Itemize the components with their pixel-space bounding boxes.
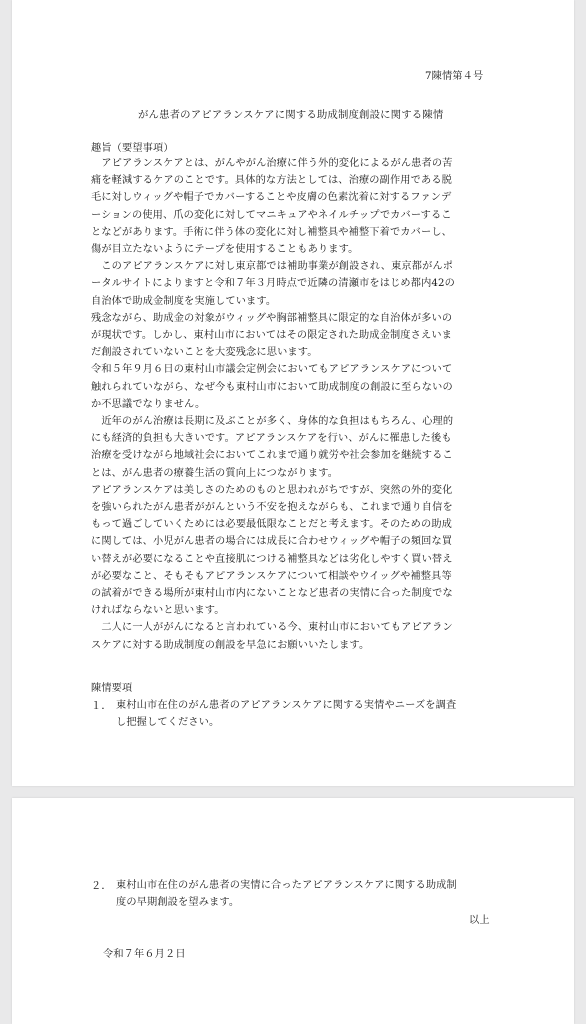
body-line: もって過ごしていくためには必要最低限なことだと考えます。そのための助成 (91, 519, 452, 531)
body-line: 令和５年９月６日の東村山市議会定例会においてもアピアランスケアについて (91, 364, 453, 376)
body-line: が必要なこと、そもそもアピアランスケアについて相談やウイッグや補整具等 (91, 570, 452, 582)
body-line: 自治体で助成金制度を実施しています。 (91, 295, 277, 307)
body-line: い替えが必要になることや直接肌につける補整具などは劣化しやすく買い替え (91, 553, 453, 565)
body-line: ータルサイトによりますと令和７年３月時点で近隣の清瀬市をはじめ都内42の (91, 278, 456, 290)
body-line: に関しては、小児がん患者の場合には成長に合わせウィッグや帽子の頻回な買 (91, 536, 453, 548)
item-1-number: １． (91, 701, 112, 712)
body-line: 近年のがん治療は長期に及ぶことが多く、身体的な負担はもちろん、心理的 (91, 416, 454, 428)
body-line: にも経済的負担も大きいです。アピアランスケアを行い、がんに罹患した後も (91, 433, 452, 445)
body-line: 痛を軽減するケアのことです。具体的な方法としては、治療の副作用である脱 (91, 175, 452, 187)
body-line: とは、がん患者の療養生活の質向上につながります。 (91, 467, 339, 479)
request-heading: 陳情要項 (91, 683, 133, 694)
item-1-line: 東村山市在住のがん患者のアピアランスケアに関する実情やニーズを調査 (116, 700, 457, 711)
date-text: 令和７年６月２日 (103, 949, 186, 960)
petition-number: 7陳情第４号 (425, 71, 484, 82)
item-1-text (116, 697, 516, 731)
body-line: ければならないと思います。 (91, 605, 225, 617)
body-line: このアピアランスケアに対し東京都では補助事業が創設され、東京都がんポ (91, 261, 454, 273)
document-title: がん患者のアピアランスケアに関する助成制度創設に関する陳情 (138, 109, 444, 121)
item-2-line: 度の早期創設を望みます。 (116, 897, 240, 909)
body-line: 傷が目立たないようにテープを使用することもあります。 (91, 244, 359, 256)
body-line: ーションの使用、爪の変化に対してマニキュアやネイルチップでカバーするこ (91, 209, 452, 221)
document-page-1 (12, 0, 574, 786)
item-2-text (116, 877, 516, 911)
item-1-line: し把握してください。 (116, 717, 220, 729)
body-text (91, 155, 511, 654)
body-line: 毛に対しウィッグや帽子でカバーすることや皮膚の色素沈着に対するファンデ (91, 192, 452, 204)
document-page-2 (12, 798, 574, 1024)
item-2-line: 東村山市在住のがん患者の実情に合ったアピアランスケアに関する助成制 (116, 880, 457, 891)
body-line: か不思議でなりません。 (91, 398, 206, 410)
body-line: 二人に一人ががんになると言われている今、東村山市においてもアピアラン (91, 622, 453, 634)
body-line: 治療を受けながら地域社会においてこれまで通り就労や社会参加を継続するこ (91, 450, 453, 462)
body-line: の試着ができる場所が東村山市内にないことなど患者の実情に合った制度でな (91, 588, 453, 600)
body-line: 残念ながら、助成金の対象がウィッグや胸部補整具に限定的な自治体が多いの (91, 312, 453, 324)
body-line: が現状です。しかし、東村山市においてはその限定された助成金制度さえいま (91, 330, 452, 342)
body-line: アピアランスケアは美しさのためのものと思われがちですが、突然の外的変化 (91, 484, 453, 496)
body-line: 触れられていながら、なぜ今も東村山市において助成制度の創設に至らないの (91, 381, 453, 393)
item-2-number: ２． (91, 881, 112, 892)
body-line: を強いられたがん患者ががんという不安を抱えながらも、これまで通り自信を (91, 502, 453, 514)
body-line: スケアに対する助成制度の創設を早急にお願いいたします。 (91, 639, 370, 651)
body-line: だ創設されていないことを大変残念に思います。 (91, 347, 318, 359)
body-line: となどがあります。手術に伴う体の変化に対し補整具や補整下着でカバーし、 (91, 226, 452, 238)
section-heading: 趣旨（要望事項） (91, 143, 174, 154)
closing-text: 以上 (469, 915, 490, 926)
body-line: アピアランスケアとは、がんやがん治療に伴う外的変化によるがん患者の苦 (91, 158, 453, 169)
